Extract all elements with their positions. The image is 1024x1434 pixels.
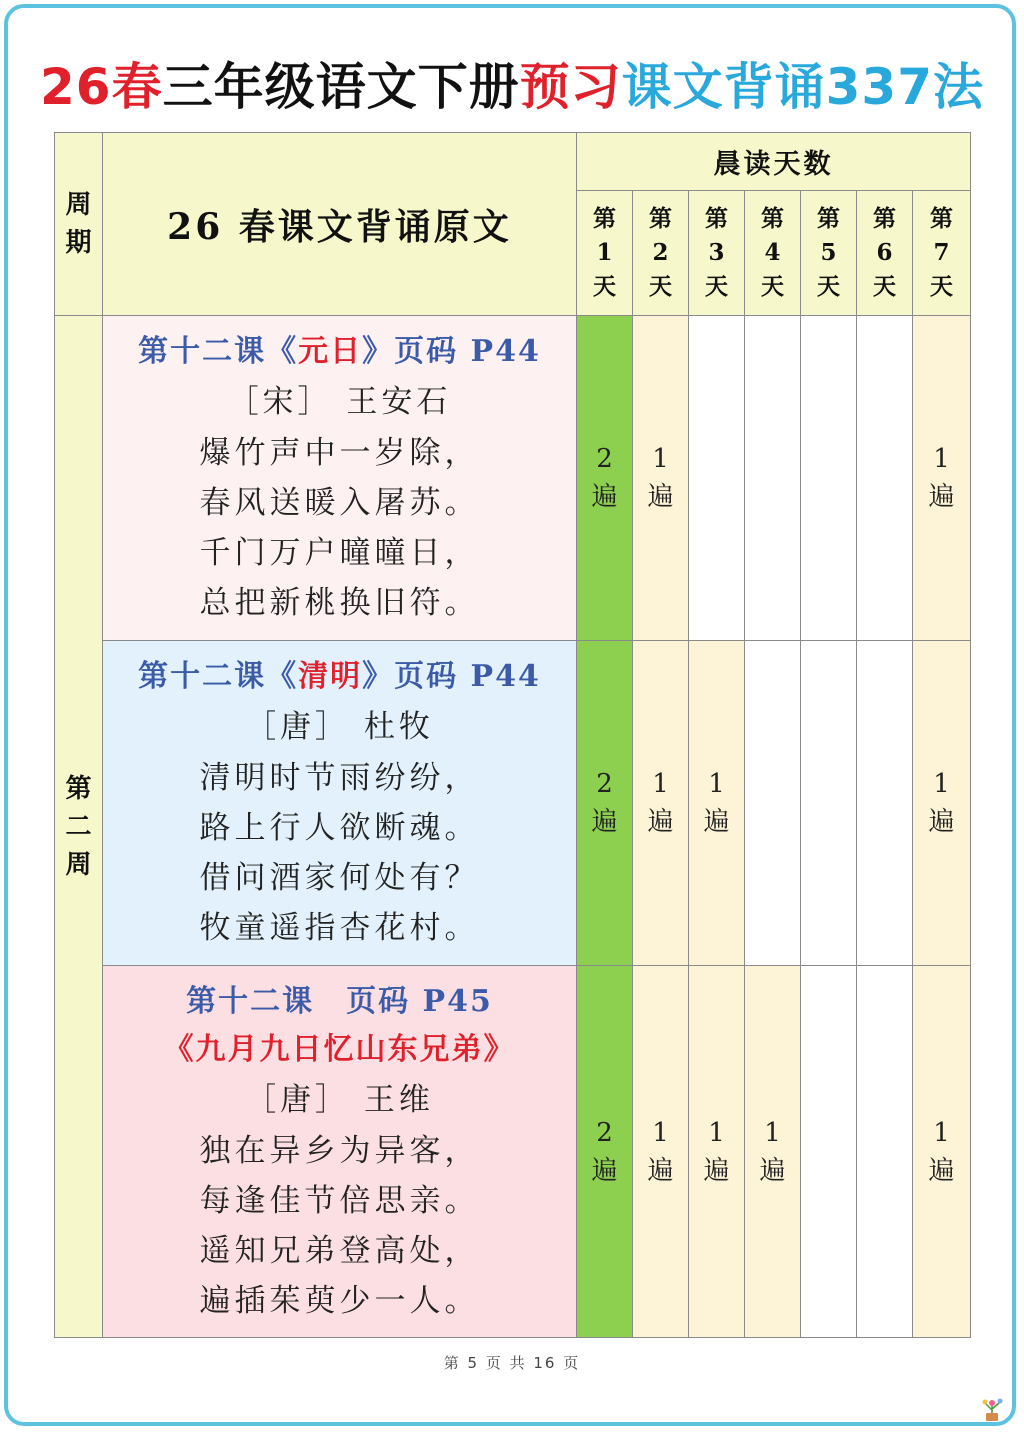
poem-line: 路上行人欲断魂。 xyxy=(199,810,480,846)
poem-line: 爆竹声中一岁除， xyxy=(199,435,480,471)
count-cell: 1 遍 xyxy=(913,641,971,966)
poem-row-3 xyxy=(55,966,971,1338)
count-cell xyxy=(857,316,913,641)
poem-line: 总把新桃换旧符。 xyxy=(199,585,480,621)
poem-line: 遍插茱萸少一人。 xyxy=(199,1282,480,1319)
header-week-cell: 周 期 xyxy=(55,133,103,316)
week-cell: 第 二 周 xyxy=(55,316,103,1338)
count-cell xyxy=(689,316,745,641)
count-cell: 1 遍 xyxy=(689,966,745,1338)
poem-row-2 xyxy=(55,641,971,966)
day-7-header: 第 7 天 xyxy=(913,191,971,316)
poem-line: 牧童遥指杏花村。 xyxy=(199,910,480,946)
page-footer: 第 5 页 共 16 页 xyxy=(443,1354,581,1372)
count-cell xyxy=(857,641,913,966)
count-cell xyxy=(745,316,801,641)
count-cell xyxy=(801,641,857,966)
count-cell: 2 遍 xyxy=(577,966,633,1338)
count-cell xyxy=(857,966,913,1338)
lesson-title: 《九月九日忆山东兄弟》 xyxy=(163,1031,516,1067)
count-cell: 1 遍 xyxy=(913,316,971,641)
poem-author: ［宋］ 王安石 xyxy=(227,384,452,420)
poem-author: ［唐］ 王维 xyxy=(245,1081,434,1118)
poem-line: 独在异乡为异客， xyxy=(199,1132,480,1169)
poem-text-2 xyxy=(103,641,577,966)
lesson-heading: 第十二课 页码 P45 xyxy=(186,983,493,1019)
title-part4: 课文背诵337法 xyxy=(621,58,984,116)
poem-line: 借问酒家何处有？ xyxy=(199,860,480,896)
day-1-header: 第 1 天 xyxy=(577,191,633,316)
count-cell: 1 遍 xyxy=(689,641,745,966)
day-2-header: 第 2 天 xyxy=(633,191,689,316)
count-cell xyxy=(745,641,801,966)
title-part2: 三年级语文下册 xyxy=(162,58,520,116)
header-text-cell: 26 春课文背诵原文 xyxy=(103,133,577,316)
poem-row-1 xyxy=(55,316,971,641)
poem-line: 清明时节雨纷纷， xyxy=(199,760,480,796)
lesson-heading: 第十二课《元日》页码 P44 xyxy=(138,334,541,369)
day-3-header: 第 3 天 xyxy=(689,191,745,316)
title-part1: 26春 xyxy=(40,58,163,116)
flower-pot-icon xyxy=(978,1396,1006,1422)
poem-author: ［唐］ 杜牧 xyxy=(245,709,434,745)
lesson-heading: 第十二课《清明》页码 P44 xyxy=(138,659,541,694)
count-cell xyxy=(801,966,857,1338)
count-cell: 1 遍 xyxy=(745,966,801,1338)
header-days-label: 晨读天数 xyxy=(577,133,971,191)
poem-text-1 xyxy=(103,316,577,641)
day-6-header: 第 6 天 xyxy=(857,191,913,316)
poem-text-3 xyxy=(103,966,577,1338)
poem-line: 春风送暖入屠苏。 xyxy=(199,485,480,521)
poem-line: 遥知兄弟登高处， xyxy=(199,1232,480,1269)
count-cell: 1 遍 xyxy=(633,316,689,641)
recitation-table xyxy=(54,132,971,1338)
count-cell: 1 遍 xyxy=(633,641,689,966)
page-title xyxy=(0,52,1024,122)
poem-line: 每逢佳节倍思亲。 xyxy=(199,1182,480,1219)
count-cell xyxy=(801,316,857,641)
count-cell: 1 遍 xyxy=(633,966,689,1338)
poem-line: 千门万户曈曈日， xyxy=(199,535,480,571)
count-cell: 2 遍 xyxy=(577,641,633,966)
count-cell: 1 遍 xyxy=(913,966,971,1338)
day-4-header: 第 4 天 xyxy=(745,191,801,316)
day-5-header: 第 5 天 xyxy=(801,191,857,316)
count-cell: 2 遍 xyxy=(577,316,633,641)
title-part3: 预习 xyxy=(519,58,622,116)
